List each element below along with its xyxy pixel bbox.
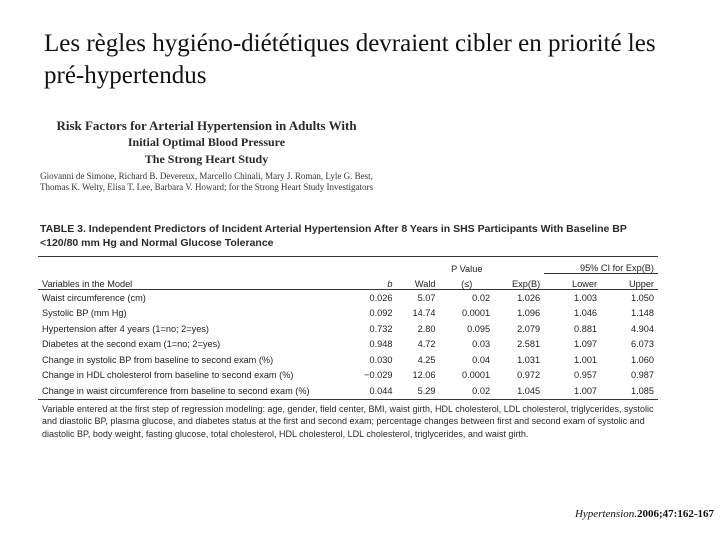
cell-expb: 2.581 [517, 339, 541, 350]
table-row [38, 352, 658, 368]
authors-line-2: Thomas K. Welty, Elisa T. Lee, Barbara V. Howard; for the Strong Heart Study Investigators [39, 182, 374, 192]
col-header-wald: Wald [396, 274, 439, 290]
cell-lower: 1.046 [574, 308, 598, 319]
p-value-header: P Value [451, 263, 483, 274]
col-header-b: b [346, 274, 396, 290]
table-caption [38, 222, 658, 250]
cell-upper: 0.987 [631, 370, 654, 381]
cell-wald: 4.72 [417, 339, 436, 350]
table-row [38, 290, 658, 306]
cell-p: 0.03 [472, 339, 491, 350]
cell-lower: 0.881 [574, 323, 598, 334]
col-header-variable: Variables in the Model [38, 274, 346, 290]
table-figure [38, 222, 658, 440]
cell-expb: 2.079 [517, 323, 541, 334]
article-header [34, 118, 379, 193]
cell-p: 0.02 [439, 383, 494, 399]
col-header-upper: Upper [601, 274, 658, 290]
slide-title: Les règles hygiéno-diététiques devraient cibler en priorité les pré-hypertendus [44, 30, 656, 89]
cell-p: 0.0001 [461, 370, 491, 381]
cell-lower: 1.003 [574, 292, 598, 303]
cell-variable: Change in systolic BP from baseline to second exam (%) [42, 354, 274, 365]
cell-p: 0.02 [472, 292, 491, 303]
cell-wald: 12.06 [412, 370, 436, 381]
table-row [38, 306, 658, 322]
cell-lower: 1.007 [544, 383, 601, 399]
table-row [38, 368, 658, 384]
cell-wald: 4.25 [417, 354, 436, 365]
cell-expb: 1.045 [494, 383, 544, 399]
cell-b: 0.092 [369, 308, 393, 319]
cell-wald: 5.07 [417, 292, 436, 303]
cell-expb: 0.972 [517, 370, 541, 381]
cell-variable: Hypertension after 4 years (1=no; 2=yes) [42, 323, 209, 334]
caption-line-1: TABLE 3. Independent Predictors of Incident Arterial Hypertension After 8 Years in SHS Participants With Baseline BP [40, 223, 627, 235]
cell-b: 0.732 [369, 323, 393, 334]
table-header-row-top [38, 257, 658, 274]
article-title: Risk Factors for Arterial Hypertension in Adults With [56, 118, 357, 133]
cell-upper: 1.060 [631, 354, 654, 365]
cell-upper: 1.085 [601, 383, 658, 399]
cell-b: −0.029 [364, 370, 393, 381]
cell-wald: 5.29 [396, 383, 439, 399]
cell-lower: 0.957 [574, 370, 598, 381]
cell-variable: Waist circumference (cm) [42, 292, 146, 303]
cell-variable: Diabetes at the second exam (1=no; 2=yes) [42, 339, 221, 350]
table-row [38, 321, 658, 337]
authors-line-1: Giovanni de Simone, Richard B. Devereux, Marcello Chinali, Mary J. Roman, Lyle G. Best, [40, 171, 373, 181]
cell-p: 0.0001 [461, 308, 491, 319]
cell-wald: 2.80 [417, 323, 436, 334]
citation-journal: Hypertension. [574, 508, 637, 520]
cell-variable: Change in waist circumference from baseline to second exam (%) [38, 383, 346, 399]
cell-variable: Systolic BP (mm Hg) [42, 308, 127, 319]
citation [575, 508, 714, 520]
col-header-p: (≤) [439, 274, 494, 290]
predictors-table [38, 256, 658, 400]
cell-b: 0.044 [346, 383, 396, 399]
cell-expb: 1.026 [517, 292, 541, 303]
caption-line-2: <120/80 mm Hg and Normal Glucose Tolerance [40, 237, 274, 249]
article-authors [34, 171, 379, 193]
cell-p: 0.095 [467, 323, 491, 334]
cell-variable: Change in HDL cholesterol from baseline to second exam (%) [42, 370, 294, 381]
col-header-expb: Exp(B) [494, 274, 544, 290]
table-footnote: Variable entered at the first step of regression modeling: age, gender, field center, BMI, waist girth, HDL cholesterol, LDL cholesterol, triglycerides, systolic and diastolic BP, plasma glucose, and diabetes status at the first and second exam; percentage changes between first and second exam of systolic and diastolic BP, body weight, fasting glucose, total cholesterol, HDL cholesterol, LDL cholesterol, triglycerides, and waist girth. [42, 403, 654, 439]
cell-lower: 1.001 [574, 354, 598, 365]
table-row [38, 337, 658, 353]
article-subtitle: The Strong Heart Study [144, 152, 269, 166]
cell-p: 0.04 [472, 354, 491, 365]
citation-reference: 2006;47:162-167 [637, 508, 714, 520]
cell-upper: 6.073 [631, 339, 654, 350]
article-title-line2: Initial Optimal Blood Pressure [127, 135, 286, 149]
table-row [38, 383, 658, 399]
cell-b: 0.026 [369, 292, 393, 303]
ci-header: 95% CI for Exp(B) [544, 257, 658, 274]
cell-expb: 1.031 [517, 354, 541, 365]
cell-b: 0.948 [369, 339, 393, 350]
cell-upper: 4.904 [631, 323, 654, 334]
table-header-row [38, 274, 658, 290]
cell-wald: 14.74 [412, 308, 436, 319]
cell-expb: 1.096 [517, 308, 541, 319]
cell-upper: 1.050 [631, 292, 654, 303]
cell-b: 0.030 [369, 354, 393, 365]
cell-lower: 1.097 [574, 339, 598, 350]
cell-upper: 1.148 [631, 308, 654, 319]
col-header-lower: Lower [544, 274, 601, 290]
